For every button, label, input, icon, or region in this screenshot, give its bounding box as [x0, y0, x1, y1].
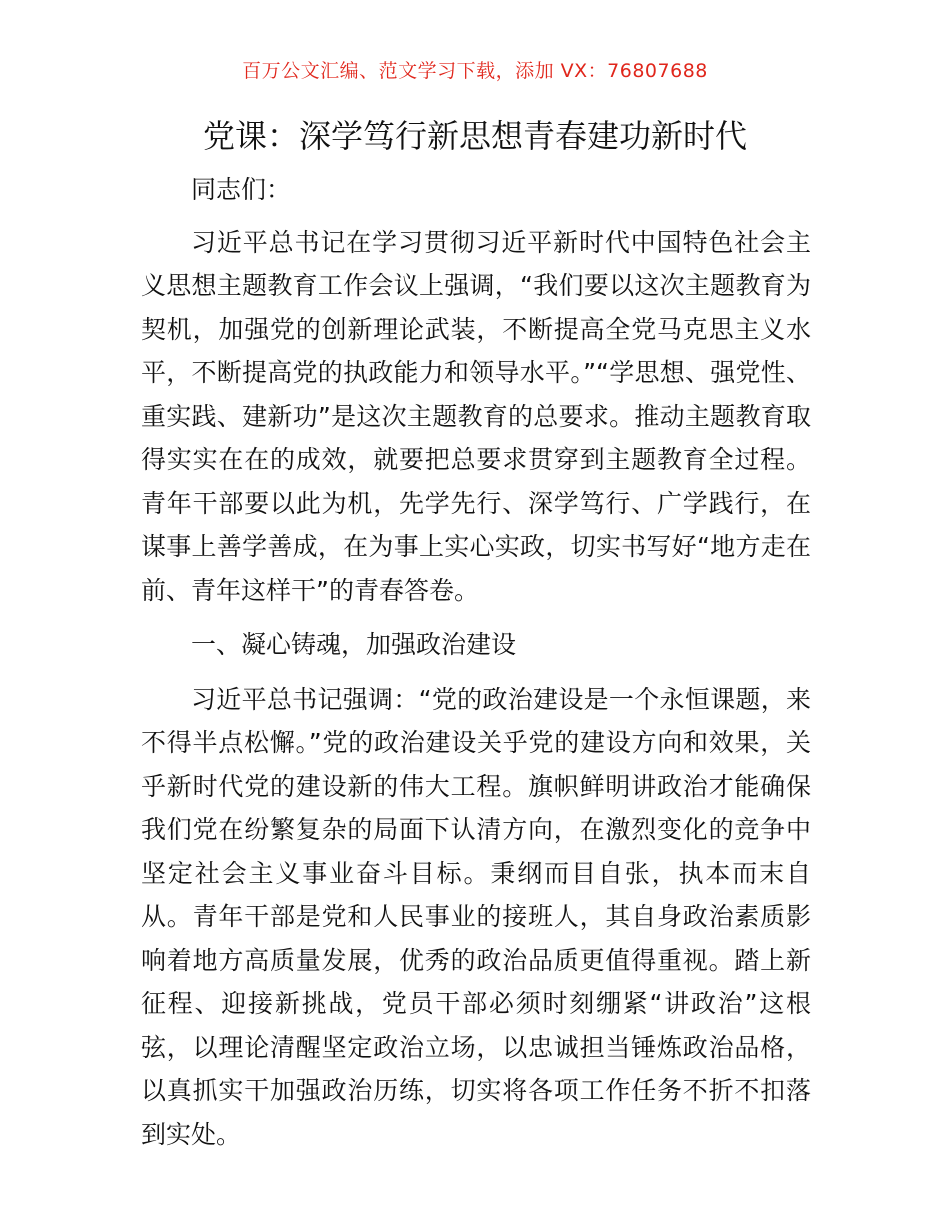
- paragraph-section-one: 习近平总书记强调：“党的政治建设是一个永恒课题，来不得半点松懈。”党的政治建设关乎党的建设方向和效果，关乎新时代党的建设新的伟大工程。旗帜鲜明讲政治才能确保我们党在纷繁复杂的局面下认清方向，在激烈变化的竞争中坚定社会主义事业奋斗目标。秉纲而目自张，执本而末自从。青年干部是党和人民事业的接班人，其自身政治素质影响着地方高质量发展，优秀的政治品质更值得重视。踏上新征程、迎接新挑战，党员干部必须时刻绷紧“讲政治”这根弦，以理论清醒坚定政治立场，以忠诚担当锤炼政治品格，以真抓实干加强政治历练，切实将各项工作任务不折不扣落到实处。: [141, 684, 811, 1149]
- paragraph-intro: 习近平总书记在学习贯彻习近平新时代中国特色社会主义思想主题教育工作会议上强调，“我们要以这次主题教育为契机，加强党的创新理论武装，不断提高全党马克思主义水平，不断提高党的执政能力和领导水平。”“学思想、强党性、重实践、建新功”是这次主题教育的总要求。推动主题教育取得实实在在的成效，就要把总要求贯穿到主题教育全过程。青年干部要以此为机，先学先行、深学笃行、广学践行，在谋事上善学善成，在为事上实心实政，切实书写好“地方走在前、青年这样干”的青春答卷。: [141, 227, 811, 605]
- salutation: 同志们：: [191, 175, 292, 204]
- header-watermark-note: 百万公文汇编、范文学习下载，添加 VX：76807688: [242, 60, 708, 82]
- document-title: 党课：深学笃行新思想青春建功新时代: [202, 117, 747, 155]
- section-heading: 一、凝心铸魂，加强政治建设: [191, 630, 517, 659]
- document-body: [141, 168, 811, 1156]
